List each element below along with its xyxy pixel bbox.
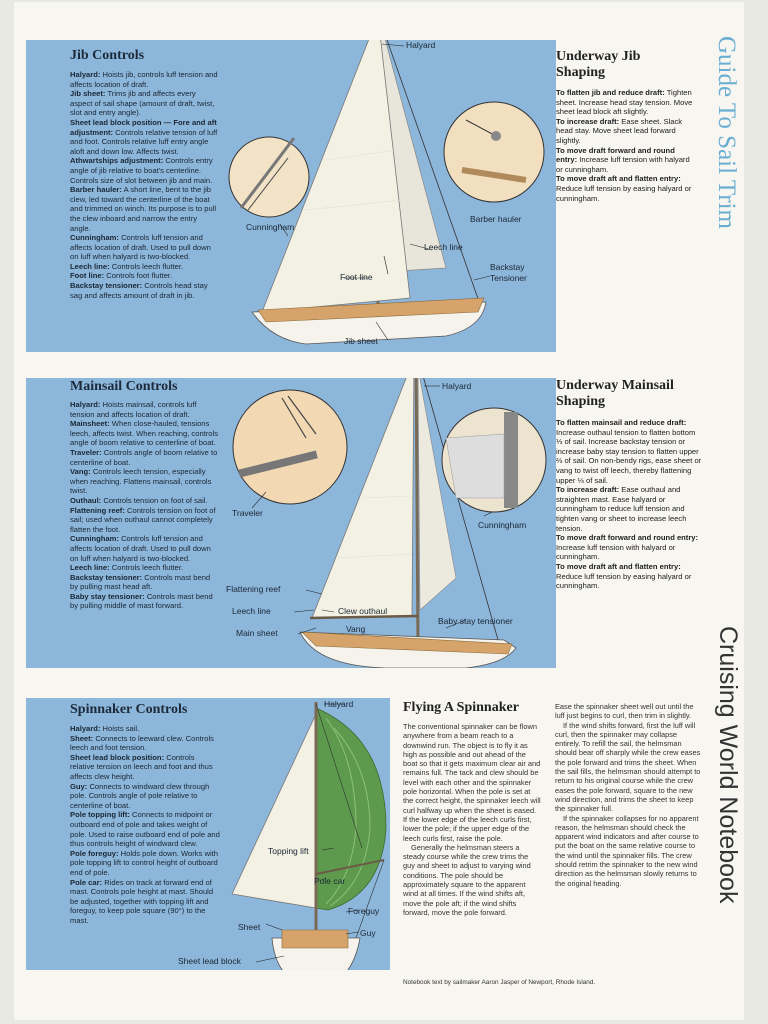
control-desc: Hoists sail. — [102, 724, 140, 733]
main-label-flattening-reef: Flattening reef — [226, 584, 281, 594]
control-desc: Ease outhaul and straighten mast. Ease halyard or cunningham to reduce luff tension and tighten vang or sheet to increase leech tension. — [556, 485, 687, 533]
main-label-main-sheet: Main sheet — [236, 628, 278, 638]
guide-title-vertical: Guide To Sail Trim — [713, 36, 740, 229]
control-term: Baby stay tensioner: — [70, 591, 145, 601]
control-item — [556, 418, 702, 485]
mainsail-controls-panel — [26, 378, 556, 668]
control-desc: Connects to midpoint or outboard end of pole and takes weight of pole. Used to raise outboard end of pole and thus controls height of windward clew. — [70, 810, 220, 849]
jib-label-tensioner: Tensioner — [490, 273, 527, 283]
control-term: Sheet lead block position — Fore and aft adjustment: — [70, 117, 217, 137]
control-term: Pole topping lift: — [70, 810, 130, 820]
control-term: Cunningham: — [70, 534, 119, 544]
jib-shaping-title: Underway Jib Shaping — [556, 49, 641, 80]
control-term: Sheet lead block position: — [70, 752, 165, 762]
mainsail-shaping-list — [556, 418, 702, 591]
flying-spinnaker-title: Flying A Spinnaker — [403, 700, 519, 715]
control-desc: Tighten sheet. Increase head stay tension. Move sheet lead block aft slightly. — [556, 88, 693, 117]
jib-boat-illustration — [26, 40, 556, 352]
control-term: To flatten mainsail and reduce draft: — [556, 418, 687, 427]
main-label-halyard: Halyard — [442, 381, 472, 391]
control-term: Outhaul: — [70, 495, 102, 505]
control-item — [556, 117, 698, 146]
control-desc: Hoists mainsail, controls luff tension and affects location of draft. — [70, 400, 197, 419]
spin-label-guy: Guy — [360, 928, 376, 938]
spin-label-foreguy: Foreguy — [348, 906, 380, 916]
control-desc: Increase outhaul tension to flatten bottom ⅓ of sail. Increase backstay tension or increase baby stay tension to flatten upper ⅔ of sail. On non-bendy rigs, ease sheet or vang to twist off leech, thereby flattening upper ⅓ of sail. — [556, 427, 702, 485]
jib-label-backstay: Backstay — [490, 262, 525, 272]
control-desc: Controls mast bend by pulling middle of mast forward. — [70, 591, 213, 611]
control-term: Backstay tensioner: — [70, 281, 143, 291]
control-desc: Controls luff tension and affects location of draft. Used to pull down on luff when halyard is two-blocked. — [70, 534, 211, 563]
jib-label-halyard: Halyard — [406, 40, 436, 50]
control-term: Guy: — [70, 781, 88, 791]
spin-label-sheet: Sheet — [238, 922, 261, 932]
spinnaker-controls-panel — [26, 698, 390, 970]
control-desc: Increase luff tension with halyard or cunningham. — [556, 542, 676, 562]
control-term: Cunningham: — [70, 233, 119, 243]
spinnaker-controls-title: Spinnaker Controls — [70, 702, 188, 717]
spin-label-pole-car: Pole car — [314, 876, 346, 886]
flying-spinnaker-col1: The conventional spinnaker can be flown anywhere from a beam reach to a downwind run. The object is to fly it as high as possible and out ahead of the boat so that it gets maximum clear air and remains full. The tack and clew should be level with each other and the spinnaker pole horizontal. When the pole is set at the correct height, the spinnaker leech will curl halfway up when the sheet is eased. If the lower edge of the leech curls first, lower the pole; if the upper edge of the leech curls first, raise the pole. Generally the helmsman steers a steady course while the crew trims the guy and sheet to adjust to varying wind conditions. The pole should be approximately square to the apparent wind at all times. If the wind shifts aft, move the pole aft; if the wind shifts forward, move the pole forward. — [403, 722, 541, 917]
control-desc: Ease sheet. Slack head stay. Move sheet lead forward slightly. — [556, 116, 683, 145]
control-term: Barber hauler: — [70, 185, 122, 195]
control-term: Backstay tensioner: — [70, 572, 143, 582]
control-term: Sheet: — [70, 733, 94, 743]
control-term: Mainsheet: — [70, 419, 110, 429]
main-label-baby-stay-tensioner: Baby stay tensioner — [438, 616, 513, 626]
control-term: To move draft aft and flatten entry: — [556, 174, 681, 184]
control-item — [556, 485, 702, 533]
jib-label-cunningham: Cunningham — [246, 222, 295, 232]
control-term: Leech line: — [70, 261, 110, 271]
spinnaker-boat-illustration — [26, 698, 390, 970]
control-desc: Connects to leeward clew. Controls leech and foot tension. — [70, 733, 214, 753]
main-label-clew-outhaul: Clew outhaul — [338, 606, 388, 616]
control-term: Pole car: — [70, 877, 103, 887]
control-term: Halyard: — [70, 724, 101, 733]
flying-spinnaker-col2: Ease the spinnaker sheet well out until the luff just begins to curl, then trim in slightly. If the wind shifts forward, first the luff will curl, then the spinnaker may collapse entirely. To refill the sail, the helmsman should bear off sharply while the crew eases the pole forward and trims the sheet. When the sail fills, the helmsman should attempt to return to his original course while the crew eases the pole forward, square to the new wind direction, and trims the sheet to keep the spinnaker full. If the spinnaker collapses for no apparent reason, the helmsman should check the apparent wind indicators and after course to put the boat on the same relative course to the wind until the spinnaker fills. The crew should retrim the spinnaker to the new wind direction as the helmsman slowly returns to the original heading. — [555, 702, 701, 888]
control-desc: Controls angle of boom relative to centerline of boat. — [70, 447, 218, 467]
control-desc: Trims jib and affects every aspect of sail shape (amount of draft, twist, slot and entry angle). — [70, 89, 215, 118]
control-item — [556, 562, 702, 591]
notebook-credit: Notebook text by sailmaker Aaron Jasper of Newport, Rhode Island. — [403, 979, 596, 986]
control-item — [556, 146, 698, 175]
notebook-title-vertical: Cruising World Notebook — [714, 626, 742, 904]
control-desc: Controls leech flutter. — [111, 563, 184, 573]
control-term: To move draft aft and flatten entry: — [556, 561, 681, 571]
main-label-vang: Vang — [346, 624, 366, 634]
control-term: Leech line: — [70, 563, 110, 573]
jib-label-foot-line: Foot line — [340, 272, 373, 282]
spin-label-sheet-lead-block: Sheet lead block — [178, 956, 241, 966]
control-term: Jib sheet: — [70, 89, 106, 99]
main-label-leech-line: Leech line — [232, 606, 271, 616]
control-desc: Reduce luff tension by easing halyard or cunningham. — [556, 183, 692, 203]
control-desc: Increase luff tension with halyard or cunningham. — [556, 155, 690, 174]
control-term: Athwartships adjustment: — [70, 156, 164, 166]
spin-label-halyard: Halyard — [324, 699, 354, 709]
control-desc: Hoists jib, controls luff tension and affects location of draft. — [70, 70, 218, 89]
control-term: To increase draft: — [556, 116, 620, 126]
jib-controls-title: Jib Controls — [70, 48, 145, 63]
control-term: To move draft forward and round entry: — [556, 145, 675, 165]
control-term: Pole foreguy: — [70, 848, 119, 858]
control-desc: Controls entry angle of jib relative to boat's centerline. Controls size of slot between jib and main. — [70, 156, 213, 185]
notebook-page — [14, 2, 744, 1020]
jib-label-barber-hauler: Barber hauler — [470, 214, 522, 224]
control-item — [556, 533, 702, 562]
control-item — [556, 88, 698, 117]
control-desc: Controls tension on foot of sail; used when outhaul cannot completely flatten the foot. — [70, 505, 216, 534]
control-desc: Connects to windward clew through pole. Controls angle of pole relative to centerline of boat. — [70, 781, 210, 810]
control-desc: Controls relative tension of luff and foot. Controls relative luff entry angle aloft and down low. Affects twist. — [70, 127, 218, 156]
control-desc: Controls relative tension on leech and foot and thus affects clew height. — [70, 752, 213, 781]
jib-shaping-list — [556, 88, 698, 203]
control-desc: Controls head stay sag and affects amount of draft in jib. — [70, 281, 208, 300]
control-desc: A short line, bent to the jib clew, led toward the centerline of the boat and trimmed on winch. Its purpose is to pull the clew inboard and narrow the entry angle. — [70, 185, 217, 233]
control-desc: Controls tension on foot of sail. — [103, 495, 208, 505]
control-term: To move draft forward and round entry: — [556, 533, 699, 543]
jib-label-jib-sheet: Jib sheet — [344, 336, 379, 346]
spin-label-topping-lift: Topping lift — [268, 846, 309, 856]
jib-controls-panel — [26, 40, 556, 352]
control-desc: Reduce luff tension by easing halyard or cunningham. — [556, 571, 692, 591]
control-item — [556, 174, 698, 203]
control-term: Halyard: — [70, 400, 101, 409]
control-desc: Controls foot flutter. — [106, 271, 173, 281]
control-term: Foot line: — [70, 271, 105, 281]
control-desc: Controls luff tension and affects location of draft. Used to pull down on luff when halyard is two-blocked. — [70, 233, 211, 262]
control-desc: When close-hauled, tensions leech, affects twist. When reaching, controls angle of boom relative to centerline of boat. — [70, 419, 219, 448]
main-label-cunningham: Cunningham — [478, 520, 527, 530]
control-term: Flattening reef: — [70, 505, 125, 515]
control-term: To increase draft: — [556, 485, 620, 495]
control-desc: Holds pole down. Works with pole topping lift to control height of outboard end of pole. — [70, 848, 219, 877]
control-term: Vang: — [70, 467, 91, 477]
control-term: To flatten jib and reduce draft: — [556, 88, 665, 97]
mainsail-controls-title: Mainsail Controls — [70, 379, 178, 394]
jib-label-leech-line: Leech line — [424, 242, 463, 252]
control-term: Traveler: — [70, 447, 102, 457]
control-desc: Controls mast bend by pulling mast head aft. — [70, 572, 211, 592]
control-desc: Controls leech flutter. — [111, 261, 184, 271]
mainsail-shaping-title: Underway Mainsail Shaping — [556, 378, 674, 409]
control-desc: Rides on track at forward end of mast. Controls pole height at mast. Should be adjusted, together with topping lift and foreguy, to keep pole square (90°) to the mast. — [70, 877, 214, 925]
control-term: Halyard: — [70, 70, 101, 79]
main-label-traveler: Traveler — [232, 508, 263, 518]
control-desc: Controls leech tension, especially when reaching. Flattens mainsail, controls twist. — [70, 467, 212, 496]
